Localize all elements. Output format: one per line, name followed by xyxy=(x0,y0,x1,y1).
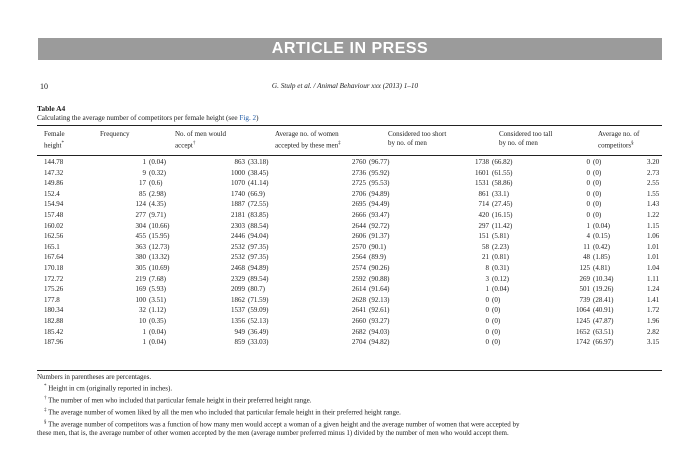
table-cell: 9 xyxy=(142,168,146,177)
footnote xyxy=(44,394,667,406)
table-cell: 305 xyxy=(135,263,146,272)
table-cell: 1 xyxy=(586,221,590,230)
table-cell: (7.68) xyxy=(149,274,166,283)
table-cell: 277 xyxy=(135,210,146,219)
table-cell: (90.88) xyxy=(369,274,390,283)
table-cell: (94.49) xyxy=(369,200,390,209)
table-cell: 1531 xyxy=(475,179,489,188)
table-cell: 1.96 xyxy=(647,316,660,325)
table-cell: 170.18 xyxy=(44,263,64,272)
column-header-line1: Average no. of xyxy=(598,130,640,138)
table-cell: 949 xyxy=(234,327,245,336)
table-cell: 1.24 xyxy=(647,285,660,294)
table-row xyxy=(37,231,690,242)
table-cell: 0 xyxy=(586,210,590,219)
table-cell: 1740 xyxy=(231,189,245,198)
table-cell: (0) xyxy=(593,210,602,219)
table-cell: (94.89) xyxy=(248,263,269,272)
table-cell: 1.11 xyxy=(647,274,659,283)
table-cell: (1.12) xyxy=(149,306,166,315)
table-cell: (0) xyxy=(593,168,602,177)
table-cell: 0 xyxy=(485,306,489,315)
table-cell: (96.77) xyxy=(369,158,390,166)
table-cell: (1.85) xyxy=(593,253,610,262)
table-cell: 1.01 xyxy=(647,242,660,251)
table-cell: 2641 xyxy=(352,306,366,315)
table-cell: (93.47) xyxy=(369,210,390,219)
table-cell: (27.45) xyxy=(492,200,513,209)
table-cell: 58 xyxy=(482,242,489,251)
table-cell: 1601 xyxy=(475,168,489,177)
table-cell: 1738 xyxy=(475,158,489,166)
table-cell: 160.02 xyxy=(44,221,64,230)
table-row xyxy=(37,316,690,327)
column-header-line1: Considered too tall xyxy=(499,130,553,138)
table-cell: 2695 xyxy=(352,200,366,209)
table-cell: (94.82) xyxy=(369,338,390,347)
table-cell: (59.09) xyxy=(248,306,269,315)
table-caption xyxy=(37,114,259,122)
table-cell: (0.42) xyxy=(593,242,610,251)
table-cell: (92.72) xyxy=(369,221,390,230)
table-cell: (0) xyxy=(492,306,501,315)
table-cell: 2468 xyxy=(231,263,245,272)
table-cell: 1 xyxy=(142,327,146,336)
table-cell: 4 xyxy=(586,232,590,241)
table-cell: 175.26 xyxy=(44,285,64,294)
table-cell: 380 xyxy=(135,253,146,262)
column-header-2 xyxy=(175,130,226,150)
table-cell: (94.03) xyxy=(369,327,390,336)
column-header-line2: height* xyxy=(44,141,64,150)
table-cell: (5.81) xyxy=(492,232,509,241)
table-cell: 1.01 xyxy=(647,253,660,262)
table-cell: (92.61) xyxy=(369,306,390,315)
table-cell: 1.43 xyxy=(647,200,660,209)
table-cell: 2099 xyxy=(231,285,245,294)
column-header-line1: Considered too short xyxy=(388,130,447,138)
running-head: G. Stulp et al. / Animal Behaviour xxx (2013) 1–10 xyxy=(271,82,419,90)
table-cell: 167.64 xyxy=(44,253,64,262)
table-cell: 2303 xyxy=(231,221,245,230)
table-cell: 420 xyxy=(478,210,489,219)
table-cell: 2736 xyxy=(352,168,366,177)
column-header-line2: competitors§ xyxy=(598,141,634,150)
table-cell: (13.32) xyxy=(149,253,170,262)
column-header-line2: by no. of men xyxy=(388,139,427,147)
figure-link[interactable]: Fig. 2 xyxy=(239,114,257,122)
table-cell: 125 xyxy=(579,263,590,272)
table-cell: 162.56 xyxy=(44,232,64,241)
footnote xyxy=(44,418,667,430)
table-cell: 172.72 xyxy=(44,274,64,283)
table-cell: 165.1 xyxy=(44,242,60,251)
table-cell: 304 xyxy=(135,221,146,230)
table-cell: (72.55) xyxy=(248,200,269,209)
table-cell: (0.15) xyxy=(593,232,610,241)
table-label: Table A4 xyxy=(37,104,66,113)
table-cell: 3.20 xyxy=(647,158,660,166)
column-header-line2: accept† xyxy=(175,141,196,150)
table-cell: (0) xyxy=(492,316,501,325)
table-row xyxy=(37,210,690,221)
table-cell: 297 xyxy=(478,221,489,230)
table-cell: 0 xyxy=(586,189,590,198)
table-cell: (0) xyxy=(593,158,602,166)
table-cell: 2760 xyxy=(352,158,366,166)
table-cell: 1 xyxy=(142,338,146,347)
table-cell: 182.88 xyxy=(44,316,64,325)
table-cell: (93.27) xyxy=(369,316,390,325)
table-cell: 177.8 xyxy=(44,295,60,304)
table-cell: (94.89) xyxy=(369,189,390,198)
table-row xyxy=(37,263,690,274)
table-cell: (9.71) xyxy=(149,210,166,219)
table-cell: 363 xyxy=(135,242,146,251)
table-cell: (2.98) xyxy=(149,189,166,198)
table-cell: 739 xyxy=(579,295,590,304)
table-cell: (38.45) xyxy=(248,168,269,177)
table-cell: (89.9) xyxy=(369,253,386,262)
table-cell: 455 xyxy=(135,232,146,241)
table-cell: (10.34) xyxy=(593,274,614,283)
table-cell: 1742 xyxy=(576,338,590,347)
table-cell: 144.78 xyxy=(44,158,64,166)
table-cell: 100 xyxy=(135,295,146,304)
table-row xyxy=(37,305,690,316)
table-cell: (4.35) xyxy=(149,200,166,209)
table-cell: (97.35) xyxy=(248,242,269,251)
table-cell: (0.04) xyxy=(492,285,509,294)
table-cell: 2.82 xyxy=(647,327,660,336)
column-header-0 xyxy=(44,130,65,150)
table-cell: 0 xyxy=(485,327,489,336)
table-cell: 1 xyxy=(485,285,489,294)
table-cell: 185.42 xyxy=(44,327,64,336)
column-header-line2: accepted by these men‡ xyxy=(275,141,341,150)
table-cell: (0) xyxy=(593,200,602,209)
table-cell: 1652 xyxy=(576,327,590,336)
table-cell: 0 xyxy=(485,316,489,325)
caption-suffix: ) xyxy=(256,114,259,122)
table-cell: 157.48 xyxy=(44,210,64,219)
notes-intro: Numbers in parentheses are percentages. xyxy=(37,373,152,381)
footnote-marker: ‡ xyxy=(44,407,47,413)
table-cell: (0) xyxy=(492,295,501,304)
table-cell: 1356 xyxy=(231,316,245,325)
table-cell: 1.55 xyxy=(647,189,660,198)
table-cell: 0 xyxy=(586,158,590,166)
table-bottom-rule xyxy=(37,370,662,371)
table-row xyxy=(37,284,690,295)
column-header-line1: Frequency xyxy=(100,130,130,138)
table-cell: (95.92) xyxy=(369,168,390,177)
table-row xyxy=(37,252,690,263)
column-header-line1: Average no. of women xyxy=(275,130,339,138)
table-cell: 2704 xyxy=(352,338,366,347)
table-cell: (4.81) xyxy=(593,263,610,272)
table-cell: 269 xyxy=(579,274,590,283)
table-cell: 2532 xyxy=(231,253,245,262)
table-cell: 180.34 xyxy=(44,306,64,315)
footnote-marker: § xyxy=(631,141,634,146)
table-cell: 501 xyxy=(579,285,590,294)
table-cell: 1887 xyxy=(231,200,245,209)
table-cell: (28.41) xyxy=(593,295,614,304)
table-row xyxy=(37,337,690,348)
table-cell: (33.18) xyxy=(248,158,269,166)
table-cell: 714 xyxy=(478,200,489,209)
table-cell: (89.54) xyxy=(248,274,269,283)
table-cell: (80.7) xyxy=(248,285,265,294)
table-cell: (0) xyxy=(593,179,602,188)
table-cell: (71.59) xyxy=(248,295,269,304)
table-cell: 2574 xyxy=(352,263,366,272)
table-cell: 2706 xyxy=(352,189,366,198)
table-cell: (91.37) xyxy=(369,232,390,241)
footnote-marker: ‡ xyxy=(338,141,341,146)
table-cell: 2666 xyxy=(352,210,366,219)
table-row xyxy=(37,221,690,232)
column-header-3 xyxy=(275,130,341,150)
table-cell: 1 xyxy=(142,158,146,166)
table-cell: 2.73 xyxy=(647,168,660,177)
table-cell: (2.23) xyxy=(492,242,509,251)
table-cell: 21 xyxy=(482,253,489,262)
table-cell: (3.51) xyxy=(149,295,166,304)
table-cell: 17 xyxy=(139,179,146,188)
table-cell: 2532 xyxy=(231,242,245,251)
table-cell: 219 xyxy=(135,274,146,283)
table-cell: 2628 xyxy=(352,295,366,304)
table-cell: 2606 xyxy=(352,232,366,241)
table-cell: (0.35) xyxy=(149,316,166,325)
table-cell: 1.41 xyxy=(647,295,660,304)
table-cell: (66.82) xyxy=(492,158,513,166)
column-header-1 xyxy=(100,130,130,139)
footnote-text: Height in cm (originally reported in inches). xyxy=(46,384,173,393)
table-cell: 85 xyxy=(139,189,146,198)
table-cell: (91.64) xyxy=(369,285,390,294)
table-cell: 169 xyxy=(135,285,146,294)
table-cell: 2570 xyxy=(352,242,366,251)
table-row xyxy=(37,274,690,285)
caption-prefix: Calculating the average number of competitors per female height (see xyxy=(37,114,240,122)
table-cell: 2.55 xyxy=(647,179,660,188)
table-cell: 1.06 xyxy=(647,232,660,241)
table-cell: 10 xyxy=(139,316,146,325)
footnote-text: The number of men who included that particular female height in their preferred height range. xyxy=(46,396,312,405)
table-cell: (36.49) xyxy=(248,327,269,336)
table-cell: (10.66) xyxy=(149,221,170,230)
table-cell: 2181 xyxy=(231,210,245,219)
table-cell: (90.26) xyxy=(369,263,390,272)
table-row xyxy=(37,242,690,253)
table-cell: (11.42) xyxy=(492,221,513,230)
note-continuation: these men, that is, the average number of other women accepted by the men (average number preferred minus 1) divided by the number of men who would accept them. xyxy=(37,429,509,438)
table-cell: 1000 xyxy=(231,168,245,177)
table-cell: (90.1) xyxy=(369,242,386,251)
table-cell: 124 xyxy=(135,200,146,209)
table-cell: 1070 xyxy=(231,179,245,188)
footnote-marker: * xyxy=(44,384,47,390)
column-header-line1: Female xyxy=(44,130,65,138)
table-cell: (52.13) xyxy=(248,316,269,325)
table-row xyxy=(37,168,690,179)
table-cell: (83.85) xyxy=(248,210,269,219)
table-cell: (95.53) xyxy=(369,179,390,188)
table-cell: (66.9) xyxy=(248,189,265,198)
table-cell: (12.73) xyxy=(149,242,170,251)
table-cell: (16.15) xyxy=(492,210,513,219)
table-cell: 149.86 xyxy=(44,179,64,188)
table-row xyxy=(37,157,690,168)
table-cell: (88.54) xyxy=(248,221,269,230)
table-cell: (0) xyxy=(593,189,602,198)
table-cell: (61.55) xyxy=(492,168,513,177)
table-cell: 0 xyxy=(586,200,590,209)
table-cell: (0.04) xyxy=(149,338,166,347)
table-cell: 0 xyxy=(586,179,590,188)
table-cell: 1.72 xyxy=(647,306,660,315)
table-top-rule xyxy=(37,125,662,126)
table-cell: (0) xyxy=(492,338,501,347)
table-header-rule xyxy=(37,155,662,156)
table-cell: 2614 xyxy=(352,285,366,294)
table-cell: 147.32 xyxy=(44,168,64,177)
footnote-marker: † xyxy=(192,141,196,146)
table-cell: 1.15 xyxy=(647,221,660,230)
column-header-line2: by no. of men xyxy=(499,139,538,147)
table-cell: 2446 xyxy=(231,232,245,241)
table-cell: 1.22 xyxy=(647,210,660,219)
table-cell: (0.6) xyxy=(149,179,163,188)
table-row xyxy=(37,189,690,200)
table-cell: 2329 xyxy=(231,274,245,283)
table-cell: 48 xyxy=(583,253,590,262)
table-cell: (41.14) xyxy=(248,179,269,188)
table-cell: 154.94 xyxy=(44,200,64,209)
table-cell: 2682 xyxy=(352,327,366,336)
table-cell: (58.86) xyxy=(492,179,513,188)
table-cell: (63.51) xyxy=(593,327,614,336)
table-cell: 187.96 xyxy=(44,338,64,347)
table-cell: (33.03) xyxy=(248,338,269,347)
table-cell: 152.4 xyxy=(44,189,60,198)
table-cell: 2592 xyxy=(352,274,366,283)
table-cell: 32 xyxy=(139,306,146,315)
table-cell: (0.04) xyxy=(593,221,610,230)
table-cell: 1.04 xyxy=(647,263,660,272)
table-cell: (5.93) xyxy=(149,285,166,294)
table-cell: (66.97) xyxy=(593,338,614,347)
table-cell: 3 xyxy=(485,274,489,283)
footnote-marker: † xyxy=(44,396,47,402)
table-cell: (0) xyxy=(492,327,501,336)
table-cell: 0 xyxy=(586,168,590,177)
table-cell: (33.1) xyxy=(492,189,509,198)
footnote-text: The average number of women liked by all the men who included that particular female height in their preferred height range. xyxy=(46,408,401,417)
table-cell: (0.31) xyxy=(492,263,509,272)
column-header-6 xyxy=(598,130,639,150)
table-notes xyxy=(37,373,667,439)
table-cell: 0 xyxy=(485,295,489,304)
table-cell: (97.35) xyxy=(248,253,269,262)
table-cell: 861 xyxy=(478,189,489,198)
table-cell: 1064 xyxy=(576,306,590,315)
footnote-marker: § xyxy=(44,419,47,425)
table-cell: (15.95) xyxy=(149,232,170,241)
table-row xyxy=(37,295,690,306)
table-cell: 2725 xyxy=(352,179,366,188)
table-cell: (94.04) xyxy=(248,232,269,241)
table-cell: (0.04) xyxy=(149,158,166,166)
column-header-5 xyxy=(499,130,552,148)
table-cell: 1862 xyxy=(231,295,245,304)
page-number: 10 xyxy=(40,82,48,91)
table-cell: 0 xyxy=(485,338,489,347)
article-in-press-banner: ARTICLE IN PRESS xyxy=(38,38,662,60)
table-cell: 8 xyxy=(485,263,489,272)
table-cell: (0.81) xyxy=(492,253,509,262)
table-cell: 2660 xyxy=(352,316,366,325)
table-cell: 1245 xyxy=(576,316,590,325)
table-cell: 11 xyxy=(583,242,590,251)
table-cell: 3.15 xyxy=(647,338,660,347)
column-header-4 xyxy=(388,130,446,148)
footnote-text: The average number of competitors was a function of how many men would accept a woman of a given height and the average number of women that were accepted by xyxy=(46,419,520,428)
footnote xyxy=(44,382,667,394)
table-cell: 863 xyxy=(234,158,245,166)
footnote xyxy=(44,406,667,418)
table-cell: (92.13) xyxy=(369,295,390,304)
column-header-line1: No. of men would xyxy=(175,130,226,138)
data-table xyxy=(37,157,690,348)
table-row xyxy=(37,178,690,189)
table-row xyxy=(37,327,690,338)
table-row xyxy=(37,199,690,210)
table-cell: (0.32) xyxy=(149,168,166,177)
table-cell: 2564 xyxy=(352,253,366,262)
table-cell: (47.87) xyxy=(593,316,614,325)
table-cell: 1537 xyxy=(231,306,245,315)
table-cell: (40.91) xyxy=(593,306,614,315)
table-cell: (0.12) xyxy=(492,274,509,283)
table-cell: (10.69) xyxy=(149,263,170,272)
table-cell: 859 xyxy=(234,338,245,347)
table-cell: (19.26) xyxy=(593,285,614,294)
table-cell: (0.04) xyxy=(149,327,166,336)
table-cell: 151 xyxy=(478,232,489,241)
footnote-marker: * xyxy=(61,141,64,146)
table-cell: 2644 xyxy=(352,221,366,230)
